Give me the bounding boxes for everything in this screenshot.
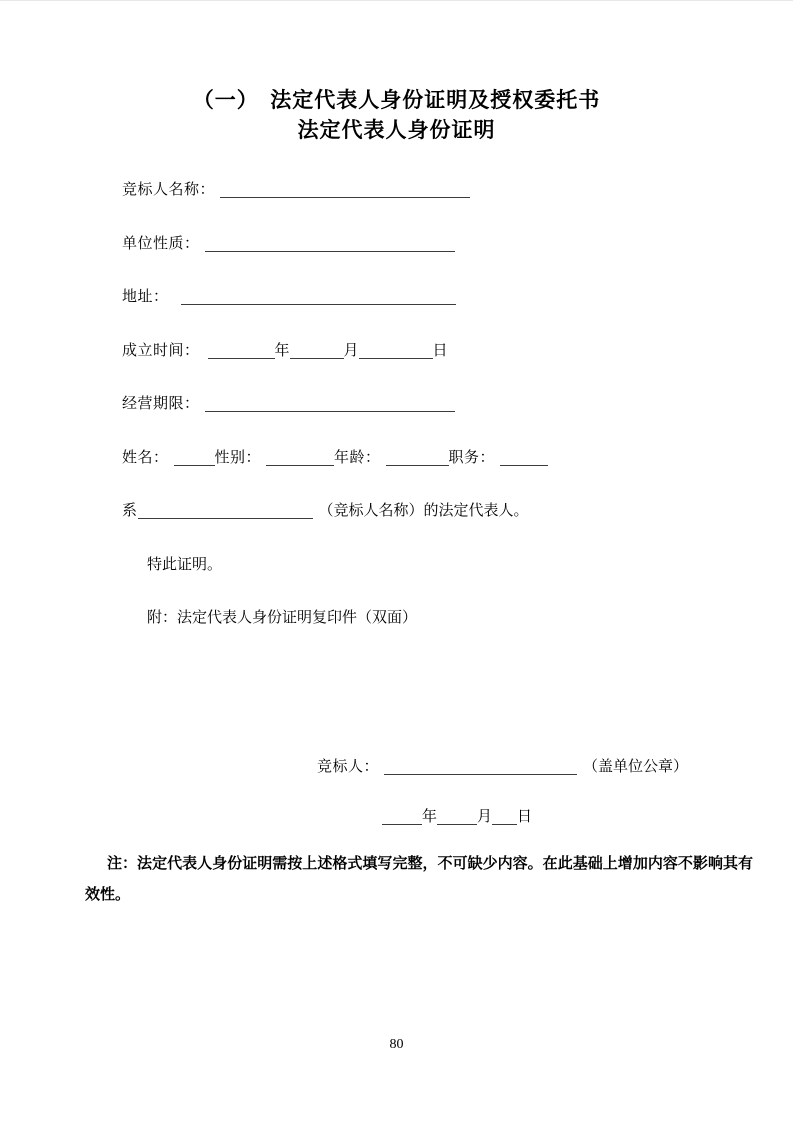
legal-rep-prefix: 系 xyxy=(122,503,138,519)
name-label: 姓名： xyxy=(122,449,169,466)
establish-year-blank xyxy=(208,344,275,359)
day-unit-label: 日 xyxy=(432,342,448,359)
sign-month-label: 月 xyxy=(477,809,493,825)
bidder-name-label: 竞标人名称： xyxy=(122,182,216,198)
address-blank xyxy=(181,290,456,305)
sign-day-label: 日 xyxy=(517,809,533,825)
signature-row xyxy=(317,753,793,781)
legal-rep-company-blank xyxy=(138,504,313,519)
document-title: （一） 法定代表人身份证明及授权委托书 xyxy=(192,88,601,112)
name-blank xyxy=(174,451,215,466)
field-row-legal-rep xyxy=(122,485,793,539)
sign-year-label: 年 xyxy=(422,809,438,825)
sign-year-blank xyxy=(382,810,422,825)
gender-label: 性别： xyxy=(214,449,262,466)
certify-statement-row xyxy=(122,539,793,593)
bidder-name-blank xyxy=(220,183,470,198)
signature-bidder-blank xyxy=(384,760,577,775)
age-blank xyxy=(386,451,449,466)
field-row-unit-nature xyxy=(122,218,793,272)
certify-statement: 特此证明。 xyxy=(147,556,223,573)
document-subtitle: 法定代表人身份证明 xyxy=(297,118,496,142)
footnote: 注：法定代表人身份证明需按上述格式填写完整，不可缺少内容。在此基础上增加内容不影响其有效性。 xyxy=(85,856,753,903)
gender-blank xyxy=(266,451,334,466)
sign-day-blank xyxy=(492,810,517,825)
field-row-address xyxy=(122,271,793,325)
field-row-bidder-name xyxy=(122,164,793,218)
establish-day-blank xyxy=(359,344,433,359)
address-label: 地址： xyxy=(122,289,169,305)
attachment-note-row xyxy=(122,592,793,646)
establish-date-label: 成立时间： xyxy=(122,342,200,359)
establish-month-blank xyxy=(290,344,344,359)
page-number: 80 xyxy=(389,1037,404,1052)
field-row-establish-date xyxy=(122,325,793,379)
legal-rep-suffix: （竞标人名称）的法定代表人。 xyxy=(318,503,529,519)
duty-blank xyxy=(500,451,548,466)
year-unit-label: 年 xyxy=(274,342,290,359)
unit-nature-label: 单位性质： xyxy=(122,235,200,252)
attachment-note: 附：法定代表人身份证明复印件（双面） xyxy=(147,610,418,626)
month-unit-label: 月 xyxy=(343,342,359,359)
certificate-form xyxy=(122,164,793,646)
business-term-blank xyxy=(205,397,455,412)
duty-label: 职务： xyxy=(448,449,496,466)
business-term-label: 经营期限： xyxy=(122,396,200,412)
field-row-business-term xyxy=(122,378,793,432)
seal-hint: （盖单位公章） xyxy=(583,759,689,775)
field-row-person-info xyxy=(122,432,793,486)
age-label: 年龄： xyxy=(334,449,381,466)
signature-date-row xyxy=(382,803,793,831)
unit-nature-blank xyxy=(205,237,455,252)
signature-bidder-label: 竞标人： xyxy=(317,759,380,775)
sign-month-blank xyxy=(437,810,477,825)
